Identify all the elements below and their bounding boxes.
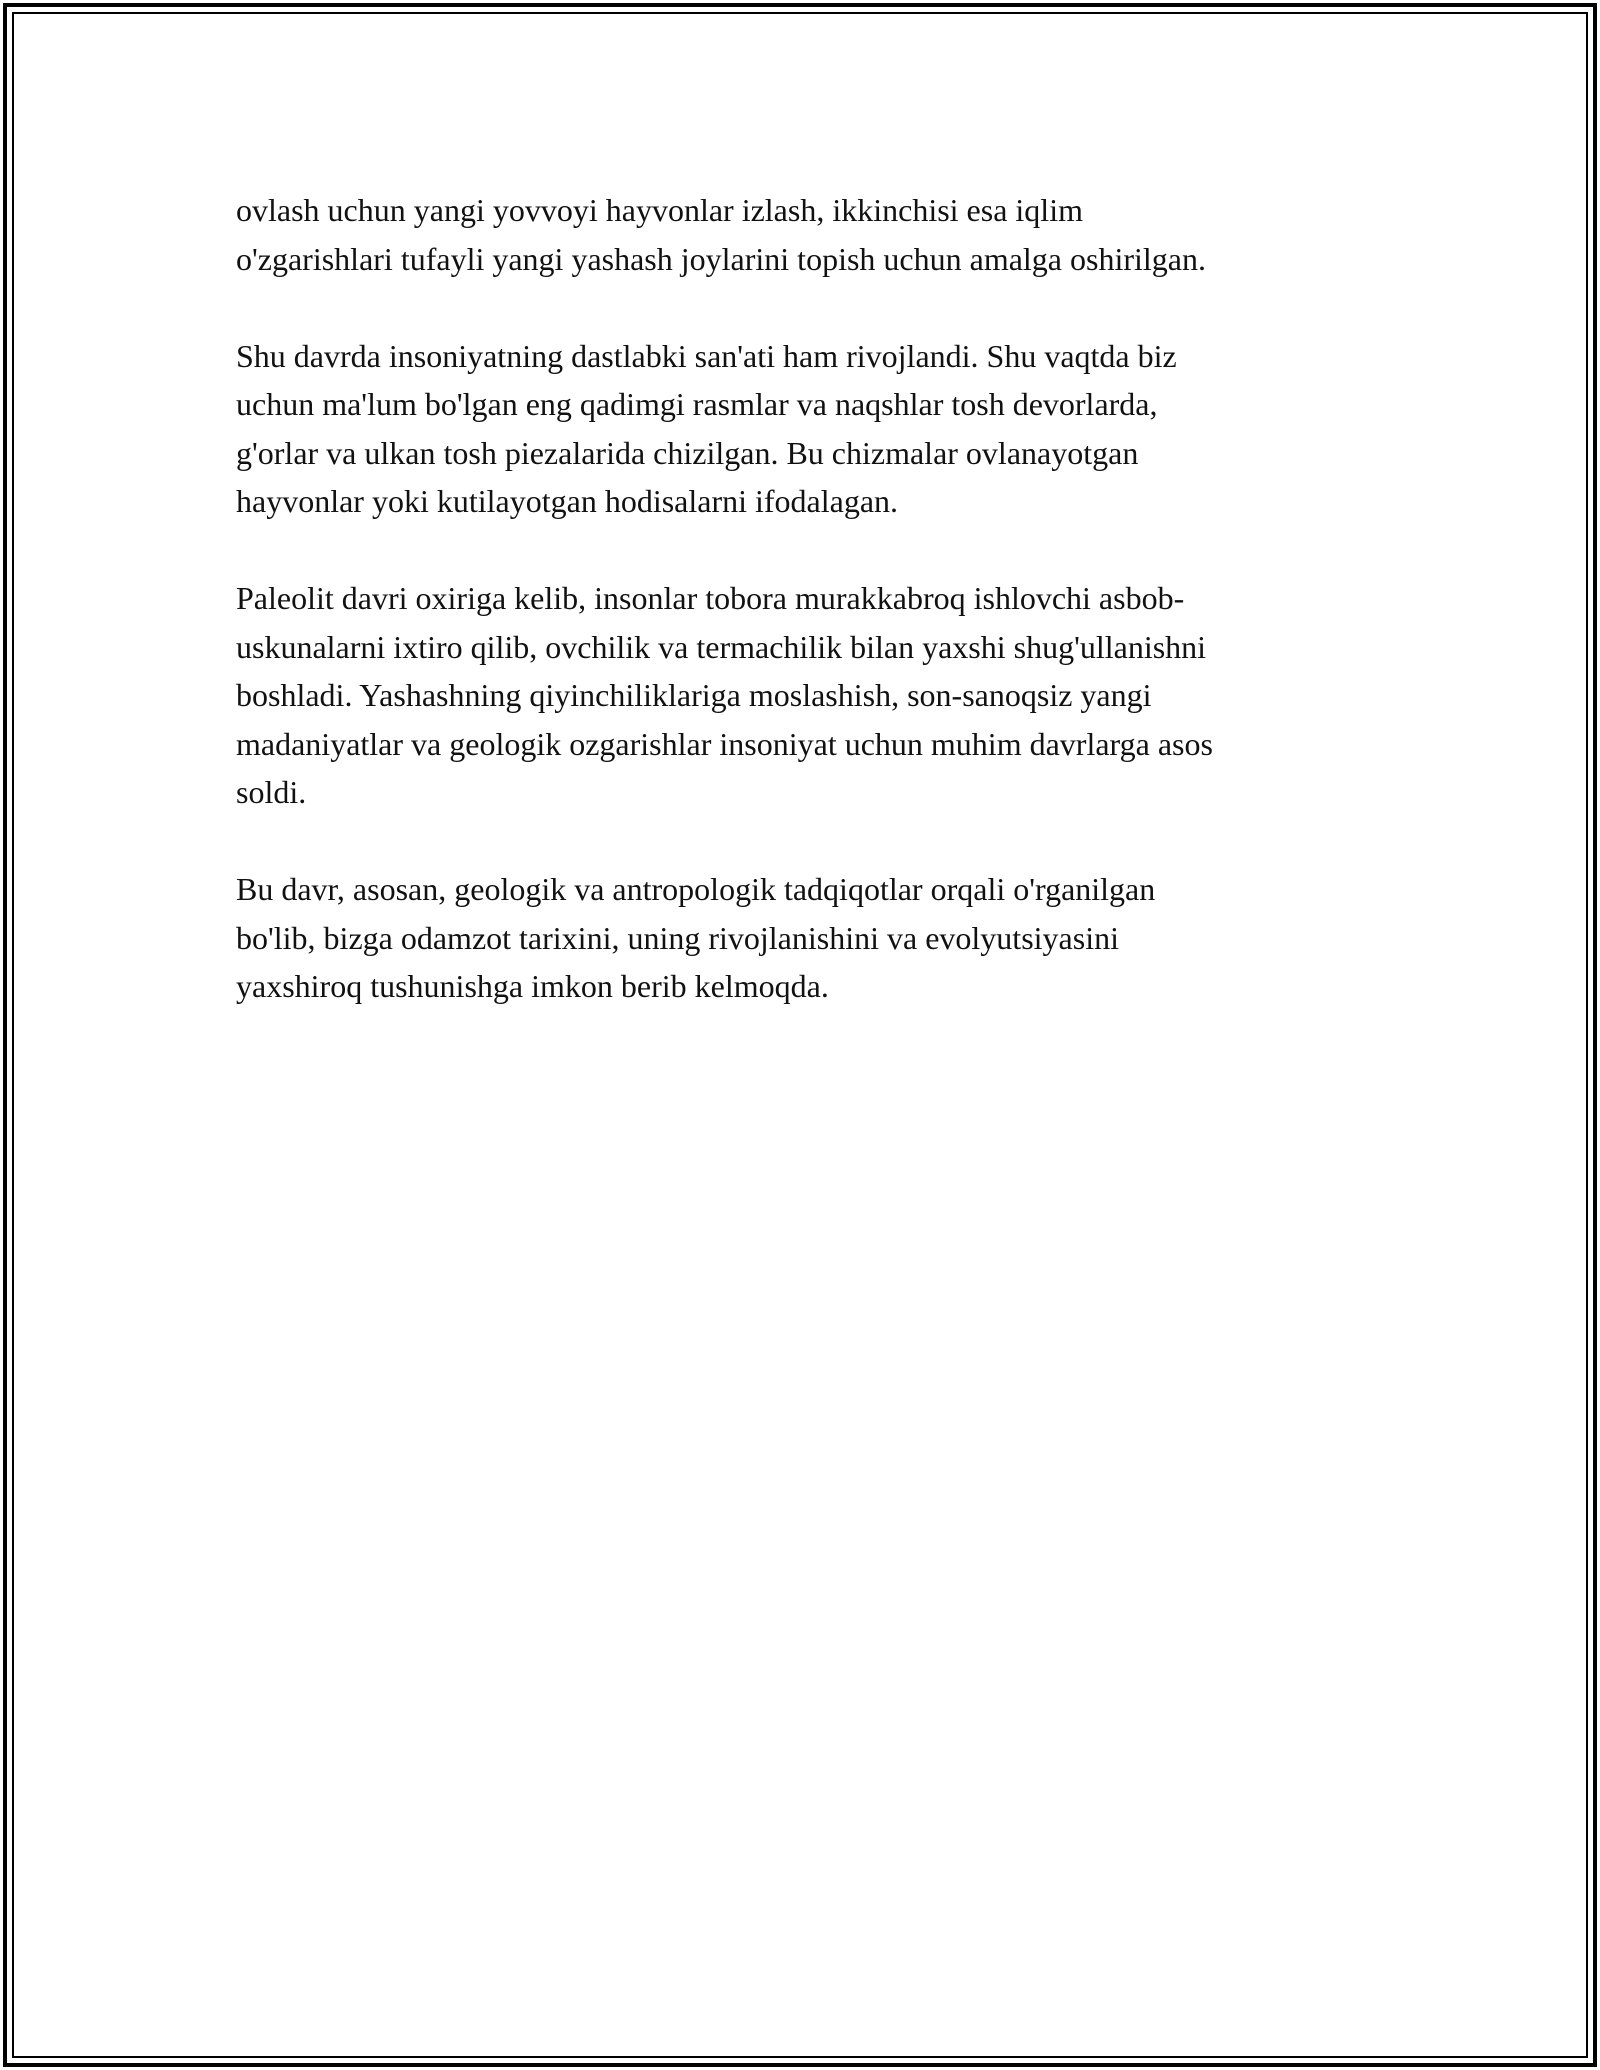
paragraph-2: Shu davrda insoniyatning dastlabki san'ati ham rivojlandi. Shu vaqtda biz uchun ma'lum bo'lgan eng qadimgi rasmlar va naqshlar tosh devorlarda, g'orlar va ulkan tosh piezalarida chizilgan. Bu chizmalar ovlanayotgan hayvonlar yoki kutilayotgan hodisalarni ifodalagan. — [236, 337, 1177, 519]
paragraph-1: ovlash uchun yangi yovvoyi hayvonlar izlash, ikkinchisi esa iqlim o'zgarishlari tufayli yangi yashash joylarini topish uchun amalga oshirilgan. — [236, 192, 1206, 277]
paragraph-3: Paleolit davri oxiriga kelib, insonlar tobora murakkabroq ishlovchi asbob- uskunalarni ixtiro qilib, ovchilik va termachilik bilan yaxshi shug'ullanishni boshladi. Yashashning qiyinchiliklariga moslashish, son-sanoqsiz yangi madaniyatlar va geologik ozgarishlar insoniyat uchun muhim davrlarga asos soldi. — [236, 580, 1213, 810]
document-body — [236, 186, 1376, 1059]
paragraph-4: Bu davr, asosan, geologik va antropologik tadqiqotlar orqali o'rganilgan bo'lib, bizga odamzot tarixini, uning rivojlanishini va evolyutsiyasini yaxshiroq tushunishga imkon berib kelmoqda. — [236, 871, 1156, 1004]
